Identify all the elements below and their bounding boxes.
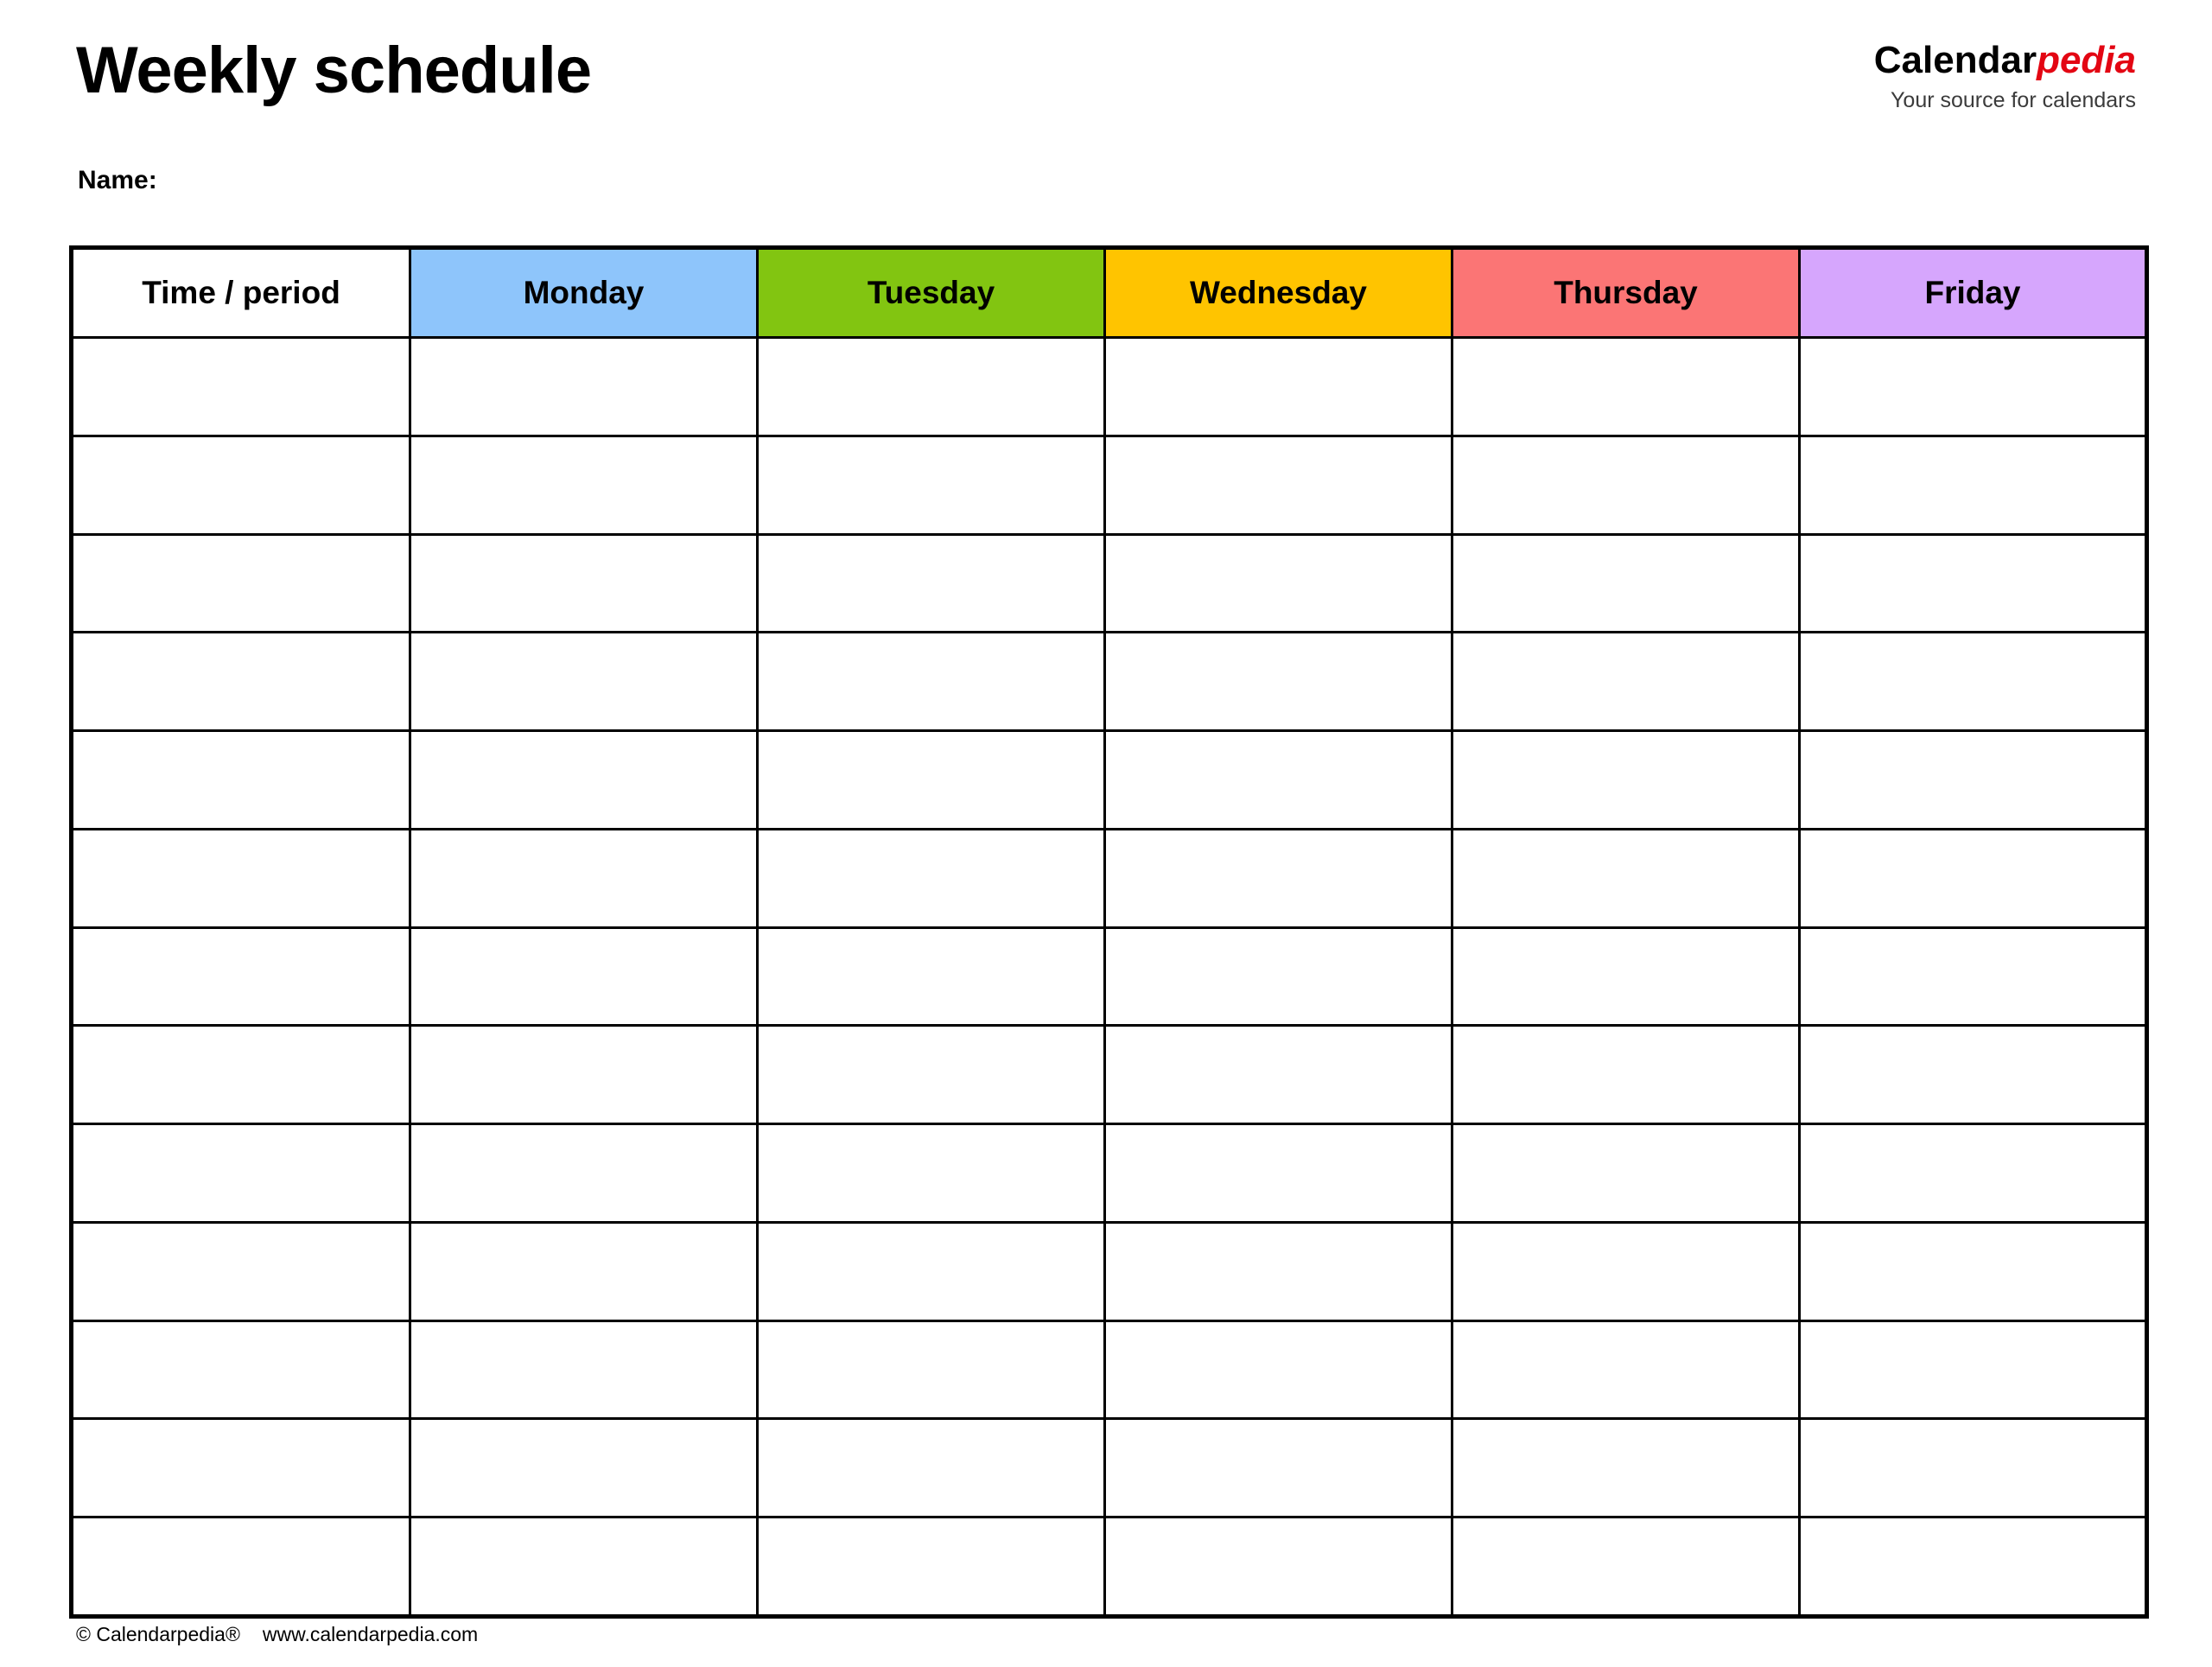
- schedule-cell[interactable]: [1105, 1517, 1452, 1617]
- schedule-cell[interactable]: [1452, 436, 1800, 534]
- schedule-cell[interactable]: [72, 731, 410, 830]
- schedule-cell[interactable]: [758, 731, 1105, 830]
- table-row: [72, 731, 2147, 830]
- schedule-cell[interactable]: [1105, 338, 1452, 436]
- brand-tagline: Your source for calendars: [1891, 88, 2136, 112]
- schedule-cell[interactable]: [758, 1124, 1105, 1223]
- schedule-cell[interactable]: [1800, 1222, 2147, 1320]
- schedule-cell[interactable]: [1800, 1124, 2147, 1223]
- schedule-cell[interactable]: [1452, 731, 1800, 830]
- schedule-cell[interactable]: [72, 436, 410, 534]
- schedule-cell[interactable]: [1452, 633, 1800, 731]
- schedule-cell[interactable]: [1105, 731, 1452, 830]
- table-row: [72, 1419, 2147, 1517]
- brand-wordmark: [1874, 41, 2136, 80]
- table-row: [72, 1026, 2147, 1124]
- column-header-monday: [410, 248, 758, 338]
- table-row: [72, 534, 2147, 633]
- schedule-cell[interactable]: [410, 534, 758, 633]
- schedule-cell[interactable]: [72, 338, 410, 436]
- footer-website: www.calendarpedia.com: [262, 1623, 479, 1645]
- schedule-cell[interactable]: [72, 1419, 410, 1517]
- schedule-cell[interactable]: [410, 829, 758, 927]
- footer-copyright: © Calendarpedia®: [76, 1623, 240, 1645]
- column-header-thursday-label: Thursday: [1554, 275, 1698, 310]
- table-row: [72, 1222, 2147, 1320]
- schedule-cell[interactable]: [410, 1222, 758, 1320]
- column-header-time: [72, 248, 410, 338]
- schedule-cell[interactable]: [1105, 1026, 1452, 1124]
- schedule-cell[interactable]: [1800, 927, 2147, 1026]
- schedule-table-body: [72, 338, 2147, 1617]
- schedule-cell[interactable]: [410, 436, 758, 534]
- schedule-cell[interactable]: [410, 1124, 758, 1223]
- table-row: [72, 1517, 2147, 1617]
- schedule-cell[interactable]: [1452, 1026, 1800, 1124]
- table-row: [72, 829, 2147, 927]
- schedule-cell[interactable]: [410, 731, 758, 830]
- schedule-cell[interactable]: [1452, 1517, 1800, 1617]
- brand-wordmark-part1: Calendar: [1873, 39, 2037, 81]
- schedule-cell[interactable]: [758, 338, 1105, 436]
- schedule-cell[interactable]: [410, 1026, 758, 1124]
- schedule-cell[interactable]: [758, 633, 1105, 731]
- schedule-cell[interactable]: [72, 534, 410, 633]
- schedule-cell[interactable]: [758, 1419, 1105, 1517]
- column-header-thursday: [1452, 248, 1800, 338]
- schedule-cell[interactable]: [72, 1026, 410, 1124]
- header-row: [72, 248, 2147, 338]
- schedule-cell[interactable]: [410, 1320, 758, 1419]
- schedule-cell[interactable]: [1800, 436, 2147, 534]
- column-header-monday-label: Monday: [523, 275, 645, 310]
- schedule-cell[interactable]: [72, 1222, 410, 1320]
- schedule-cell[interactable]: [1105, 1419, 1452, 1517]
- schedule-cell[interactable]: [410, 927, 758, 1026]
- table-row: [72, 436, 2147, 534]
- table-row: [72, 927, 2147, 1026]
- schedule-cell[interactable]: [1452, 338, 1800, 436]
- schedule-cell[interactable]: [1800, 1419, 2147, 1517]
- schedule-cell[interactable]: [410, 1419, 758, 1517]
- schedule-cell[interactable]: [1800, 633, 2147, 731]
- schedule-cell[interactable]: [758, 436, 1105, 534]
- schedule-table-container: [69, 245, 2146, 1619]
- schedule-cell[interactable]: [758, 927, 1105, 1026]
- schedule-cell[interactable]: [1105, 1124, 1452, 1223]
- schedule-cell[interactable]: [1800, 534, 2147, 633]
- table-row: [72, 633, 2147, 731]
- schedule-cell[interactable]: [1105, 829, 1452, 927]
- schedule-cell[interactable]: [1800, 338, 2147, 436]
- table-row: [72, 1320, 2147, 1419]
- schedule-cell[interactable]: [1800, 829, 2147, 927]
- schedule-cell[interactable]: [1105, 436, 1452, 534]
- schedule-cell[interactable]: [758, 829, 1105, 927]
- name-label: Name:: [78, 166, 157, 194]
- schedule-cell[interactable]: [1452, 1124, 1800, 1223]
- schedule-cell[interactable]: [1105, 1222, 1452, 1320]
- schedule-cell[interactable]: [410, 338, 758, 436]
- schedule-cell[interactable]: [72, 1124, 410, 1223]
- schedule-cell[interactable]: [758, 1320, 1105, 1419]
- schedule-cell[interactable]: [1452, 927, 1800, 1026]
- brand-logo: [1874, 41, 2136, 111]
- document-header: [76, 29, 2136, 194]
- table-row: [72, 1124, 2147, 1223]
- schedule-cell[interactable]: [758, 1517, 1105, 1617]
- schedule-table: [69, 245, 2149, 1619]
- schedule-cell[interactable]: [72, 1320, 410, 1419]
- schedule-cell[interactable]: [1452, 829, 1800, 927]
- schedule-table-head: [72, 248, 2147, 338]
- schedule-cell[interactable]: [72, 927, 410, 1026]
- footer: [76, 1623, 478, 1646]
- schedule-cell[interactable]: [1800, 1026, 2147, 1124]
- page-title: Weekly schedule: [76, 34, 592, 107]
- schedule-cell[interactable]: [1452, 534, 1800, 633]
- schedule-cell[interactable]: [1452, 1419, 1800, 1517]
- column-header-time-label: Time / period: [142, 275, 340, 310]
- column-header-friday: [1800, 248, 2147, 338]
- schedule-cell[interactable]: [1105, 633, 1452, 731]
- schedule-cell[interactable]: [758, 1222, 1105, 1320]
- table-row: [72, 338, 2147, 436]
- schedule-cell[interactable]: [758, 534, 1105, 633]
- schedule-cell[interactable]: [410, 1517, 758, 1617]
- schedule-cell[interactable]: [1105, 1320, 1452, 1419]
- column-header-wednesday-label: Wednesday: [1190, 275, 1367, 310]
- column-header-wednesday: [1105, 248, 1452, 338]
- schedule-cell[interactable]: [1452, 1320, 1800, 1419]
- brand-wordmark-part2: pedia: [2037, 39, 2136, 81]
- schedule-cell[interactable]: [1800, 1517, 2147, 1617]
- column-header-tuesday: [758, 248, 1105, 338]
- schedule-cell[interactable]: [1105, 534, 1452, 633]
- schedule-cell[interactable]: [72, 829, 410, 927]
- schedule-cell[interactable]: [758, 1026, 1105, 1124]
- schedule-cell[interactable]: [1105, 927, 1452, 1026]
- schedule-cell[interactable]: [1800, 731, 2147, 830]
- schedule-cell[interactable]: [1452, 1222, 1800, 1320]
- schedule-cell[interactable]: [410, 633, 758, 731]
- column-header-friday-label: Friday: [1924, 275, 2021, 310]
- schedule-cell[interactable]: [72, 633, 410, 731]
- schedule-cell[interactable]: [72, 1517, 410, 1617]
- schedule-cell[interactable]: [1800, 1320, 2147, 1419]
- column-header-tuesday-label: Tuesday: [867, 275, 995, 310]
